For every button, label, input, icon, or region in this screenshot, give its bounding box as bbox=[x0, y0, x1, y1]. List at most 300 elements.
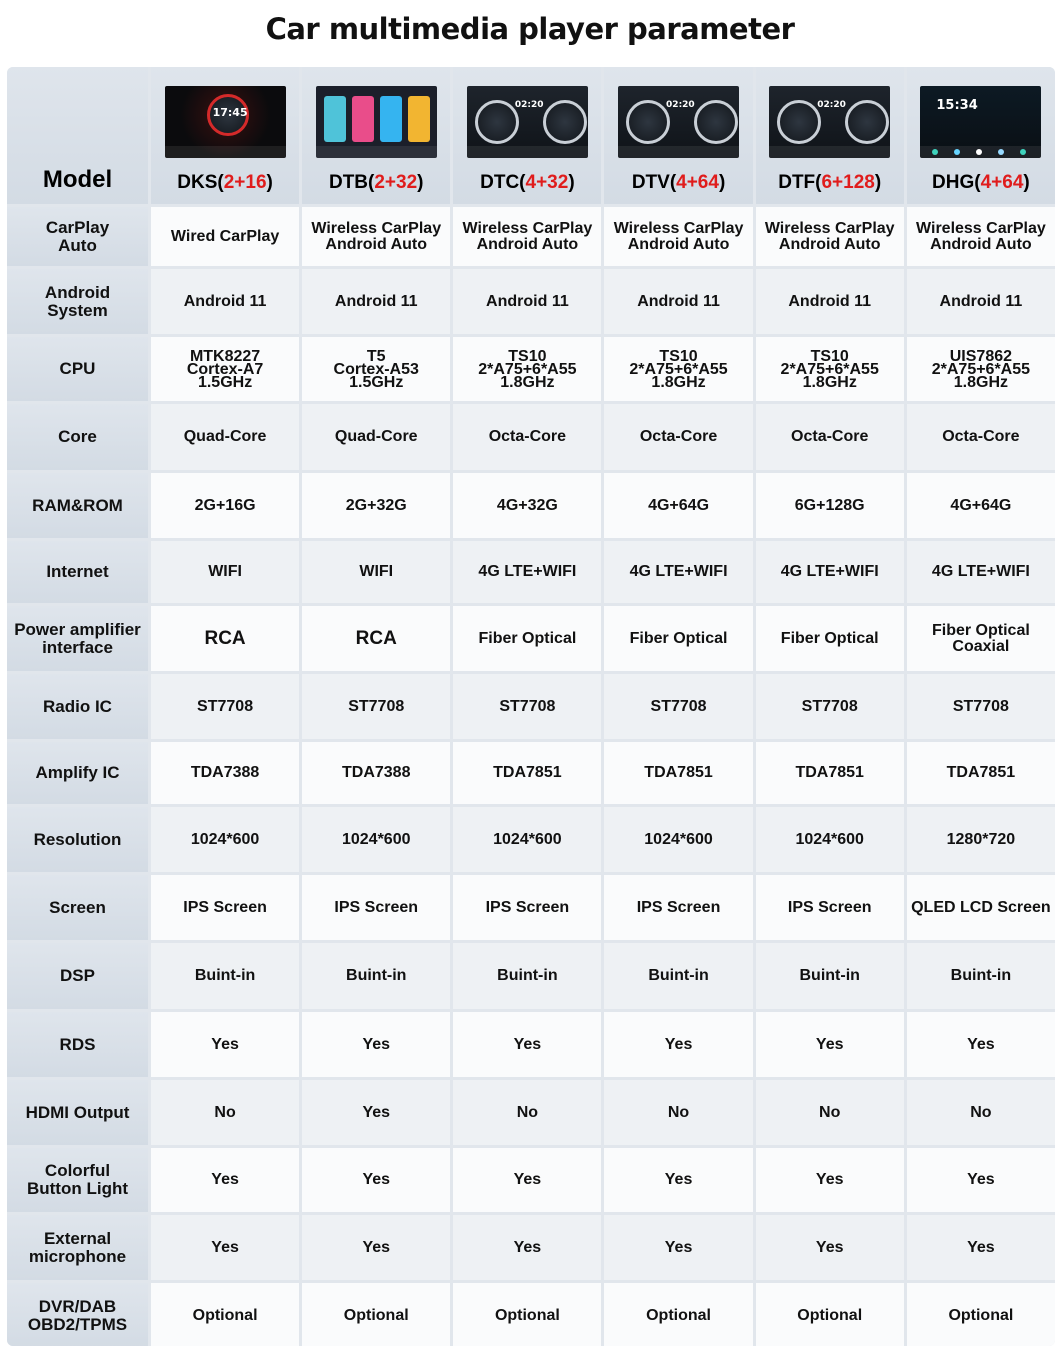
spec-value-line: Yes bbox=[513, 1238, 542, 1256]
spec-value-line: Yes bbox=[211, 1238, 239, 1256]
spec-row bbox=[7, 541, 1055, 603]
spec-label bbox=[7, 807, 148, 872]
model-header: Model bbox=[7, 67, 148, 204]
spec-value-line: ST7708 bbox=[650, 697, 707, 715]
spec-value-line: Yes bbox=[362, 1238, 391, 1256]
spec-label bbox=[7, 269, 148, 334]
spec-value bbox=[756, 207, 904, 266]
spec-label-line: Radio IC bbox=[43, 696, 112, 716]
spec-label-line: CarPlay bbox=[45, 217, 110, 237]
spec-label-line: OBD2/TPMS bbox=[27, 1314, 128, 1334]
spec-value bbox=[604, 606, 752, 671]
spec-value bbox=[453, 1012, 601, 1077]
product-model-suffix: ) bbox=[568, 172, 575, 193]
spec-value bbox=[453, 674, 601, 739]
spec-value bbox=[302, 541, 450, 603]
spec-value bbox=[907, 606, 1055, 671]
spec-value-line: Yes bbox=[664, 1238, 693, 1256]
spec-value-line: Quad-Core bbox=[334, 428, 418, 445]
spec-value-line: Android Auto bbox=[930, 235, 1032, 253]
page-title: Car multimedia player parameter bbox=[265, 12, 795, 46]
spec-value-line: TDA7851 bbox=[644, 764, 713, 781]
spec-value bbox=[453, 1283, 601, 1346]
product-screen-image bbox=[165, 86, 286, 158]
spec-value-line: Yes bbox=[967, 1171, 995, 1188]
spec-value bbox=[302, 1215, 450, 1280]
spec-label bbox=[7, 943, 148, 1009]
spec-value bbox=[453, 742, 601, 804]
spec-value-line: Buint-in bbox=[799, 967, 860, 984]
spec-value-line: 1024*600 bbox=[644, 830, 713, 848]
spec-value-line: 1.8GHz bbox=[500, 373, 555, 391]
spec-row bbox=[7, 875, 1055, 940]
spec-value-line: 2*A75+6*A55 bbox=[629, 360, 728, 378]
spec-value-line: ST7708 bbox=[801, 697, 858, 715]
spec-row bbox=[7, 742, 1055, 804]
spec-value-line: Octa-Core bbox=[488, 428, 567, 445]
music-gauge-icon bbox=[845, 100, 889, 144]
spec-value bbox=[907, 1080, 1055, 1145]
screen-dock bbox=[165, 146, 286, 158]
spec-value bbox=[907, 1215, 1055, 1280]
app-tile bbox=[324, 96, 346, 142]
spec-value bbox=[302, 674, 450, 739]
app-tile bbox=[380, 96, 402, 142]
product-memory-config: 2+16 bbox=[223, 172, 267, 193]
spec-value-line: Fiber Optical bbox=[931, 621, 1030, 639]
spec-value-line: 1280*720 bbox=[946, 830, 1016, 848]
spec-value-line: RCA bbox=[204, 627, 246, 649]
spec-value-line: Yes bbox=[362, 1171, 391, 1188]
spec-value-line: IPS Screen bbox=[636, 898, 721, 916]
spec-label bbox=[7, 742, 148, 804]
spec-label-line: Auto bbox=[58, 235, 97, 255]
spec-row bbox=[7, 674, 1055, 739]
spec-value bbox=[302, 404, 450, 470]
spec-value-line: QLED LCD Screen bbox=[911, 898, 1051, 916]
spec-value-line: No bbox=[819, 1103, 841, 1121]
spec-value-line: Yes bbox=[211, 1035, 239, 1053]
spec-value bbox=[151, 207, 299, 266]
spec-value bbox=[151, 1148, 299, 1212]
spec-value-line: IPS Screen bbox=[183, 898, 267, 916]
speed-gauge-icon bbox=[626, 100, 670, 144]
spec-table-body bbox=[7, 207, 1055, 1346]
spec-value-line: Optional bbox=[797, 1306, 863, 1324]
spec-value-line: ST7708 bbox=[348, 697, 405, 715]
spec-value bbox=[604, 674, 752, 739]
spec-value-line: 2*A75+6*A55 bbox=[780, 360, 879, 378]
spec-value-line: TS10 bbox=[508, 347, 547, 365]
spec-label-line: Button Light bbox=[26, 1179, 128, 1198]
product-model-suffix: ) bbox=[1023, 172, 1030, 193]
spec-value-line: 1.5GHz bbox=[197, 373, 253, 391]
spec-value-line: WIFI bbox=[208, 563, 242, 580]
product-memory-config: 4+32 bbox=[525, 172, 569, 193]
spec-value-line: Yes bbox=[967, 1238, 995, 1256]
spec-value-line: 1024*600 bbox=[795, 830, 864, 848]
spec-value bbox=[151, 269, 299, 334]
spec-label bbox=[7, 606, 148, 671]
spec-value-line: No bbox=[516, 1103, 539, 1121]
spec-value-line: 4G+32G bbox=[496, 496, 558, 514]
product-name bbox=[604, 172, 752, 194]
spec-label-line: Power amplifier bbox=[14, 619, 141, 639]
spec-value-line: Buint-in bbox=[194, 967, 256, 984]
spec-value bbox=[756, 1283, 904, 1346]
spec-value bbox=[302, 207, 450, 266]
spec-value bbox=[453, 875, 601, 940]
spec-value bbox=[604, 1012, 752, 1077]
spec-label-line: Resolution bbox=[33, 829, 122, 849]
spec-value bbox=[907, 473, 1055, 538]
spec-value-line: Optional bbox=[343, 1306, 409, 1324]
spec-row bbox=[7, 943, 1055, 1009]
app-tile bbox=[352, 96, 374, 142]
product-model-suffix: ) bbox=[417, 172, 424, 193]
spec-value-line: Coaxial bbox=[952, 637, 1010, 655]
spec-value bbox=[756, 742, 904, 804]
spec-value-line: 2G+32G bbox=[345, 496, 407, 514]
spec-row bbox=[7, 404, 1055, 470]
spec-value-line: Octa-Core bbox=[791, 428, 869, 445]
screen-clock: 02:20 bbox=[817, 100, 846, 110]
product-memory-config: 6+128 bbox=[821, 172, 875, 193]
spec-value bbox=[756, 1215, 904, 1280]
spec-value-line: No bbox=[214, 1103, 236, 1121]
spec-value bbox=[302, 606, 450, 671]
spec-row bbox=[7, 807, 1055, 872]
spec-label bbox=[7, 404, 148, 470]
spec-value bbox=[907, 269, 1055, 334]
screen-clock: 15:34 bbox=[936, 98, 978, 113]
spec-value-line: Yes bbox=[664, 1171, 693, 1188]
product-header bbox=[604, 67, 752, 204]
spec-value-line: TDA7388 bbox=[190, 764, 260, 781]
spec-value-line: TS10 bbox=[659, 347, 698, 365]
spec-label-line: RDS bbox=[59, 1034, 96, 1054]
spec-row bbox=[7, 1148, 1055, 1212]
product-name bbox=[453, 172, 601, 194]
product-screen-image bbox=[467, 86, 588, 158]
spec-value bbox=[907, 807, 1055, 872]
screen-clock: 17:45 bbox=[212, 106, 248, 119]
spec-value-line: TDA7851 bbox=[493, 764, 562, 781]
spec-value-line: T5 bbox=[366, 347, 386, 365]
spec-value bbox=[756, 337, 904, 401]
spec-value bbox=[453, 1148, 601, 1212]
spec-value-line: 4G LTE+WIFI bbox=[780, 563, 879, 580]
spec-value bbox=[302, 337, 450, 401]
spec-value bbox=[453, 943, 601, 1009]
spec-value-line: 1024*600 bbox=[190, 830, 260, 848]
spec-value bbox=[151, 337, 299, 401]
spec-value bbox=[604, 541, 752, 603]
spec-value-line: Wireless CarPlay bbox=[462, 219, 593, 237]
spec-row bbox=[7, 269, 1055, 334]
spec-label bbox=[7, 1215, 148, 1280]
spec-label-line: CPU bbox=[59, 359, 96, 378]
spec-label bbox=[7, 337, 148, 401]
product-memory-config: 2+32 bbox=[374, 172, 418, 193]
spec-label bbox=[7, 875, 148, 940]
spec-value-line: 2*A75+6*A55 bbox=[478, 360, 577, 378]
spec-value-line: Android Auto bbox=[778, 235, 881, 253]
spec-value-line: Buint-in bbox=[497, 967, 558, 984]
spec-value bbox=[604, 943, 752, 1009]
spec-value bbox=[907, 1012, 1055, 1077]
product-header bbox=[756, 67, 904, 204]
spec-value bbox=[756, 1012, 904, 1077]
spec-row bbox=[7, 337, 1055, 401]
spec-value bbox=[302, 943, 450, 1009]
spec-value bbox=[756, 1080, 904, 1145]
product-model: DKS( bbox=[177, 172, 224, 193]
spec-value bbox=[756, 943, 904, 1009]
spec-value-line: 2G+16G bbox=[194, 496, 256, 514]
spec-value-line: Yes bbox=[211, 1171, 239, 1188]
spec-value bbox=[907, 674, 1055, 739]
spec-value bbox=[756, 1148, 904, 1212]
spec-value bbox=[756, 807, 904, 872]
spec-value-line: Wireless CarPlay bbox=[613, 219, 744, 237]
spec-value-line: Android 11 bbox=[939, 292, 1023, 310]
spec-value-line: Buint-in bbox=[648, 967, 709, 984]
spec-table-container bbox=[7, 67, 1055, 1346]
spec-value bbox=[907, 541, 1055, 603]
spec-value bbox=[604, 807, 752, 872]
product-model: DTV( bbox=[631, 172, 677, 193]
spec-row bbox=[7, 1080, 1055, 1145]
spec-label-line: External bbox=[43, 1228, 112, 1248]
spec-value bbox=[604, 875, 752, 940]
spec-value bbox=[453, 337, 601, 401]
spec-value-line: 1.8GHz bbox=[651, 373, 706, 391]
spec-value bbox=[604, 1148, 752, 1212]
spec-value bbox=[604, 404, 752, 470]
spec-value-line: Quad-Core bbox=[183, 428, 267, 445]
spec-value-line: Yes bbox=[664, 1035, 693, 1053]
spec-row bbox=[7, 1215, 1055, 1280]
spec-value-line: Optional bbox=[494, 1306, 560, 1324]
spec-value-line: Buint-in bbox=[346, 967, 407, 984]
spec-value bbox=[151, 404, 299, 470]
spec-value-line: Octa-Core bbox=[942, 428, 1020, 445]
speed-gauge-icon bbox=[777, 100, 821, 144]
spec-value bbox=[907, 207, 1055, 266]
spec-value-line: Android Auto bbox=[627, 235, 730, 253]
spec-value bbox=[756, 606, 904, 671]
spec-value-line: 2*A75+6*A55 bbox=[931, 360, 1031, 378]
music-gauge-icon bbox=[543, 100, 587, 144]
music-gauge-icon bbox=[694, 100, 738, 144]
spec-value bbox=[756, 269, 904, 334]
spec-value-line: 4G LTE+WIFI bbox=[629, 563, 728, 580]
spec-value-line: ST7708 bbox=[499, 697, 556, 715]
product-screen-image bbox=[769, 86, 890, 158]
product-header bbox=[151, 67, 299, 204]
spec-value bbox=[453, 541, 601, 603]
spec-label bbox=[7, 1283, 148, 1346]
product-model-suffix: ) bbox=[718, 172, 726, 193]
spec-value bbox=[151, 674, 299, 739]
product-memory-config: 4+64 bbox=[676, 172, 719, 193]
spec-value bbox=[453, 269, 601, 334]
spec-row bbox=[7, 1283, 1055, 1346]
spec-value-line: WIFI bbox=[359, 563, 394, 580]
spec-label-line: interface bbox=[42, 637, 113, 657]
product-name bbox=[756, 172, 904, 194]
spec-value-line: Wired CarPlay bbox=[170, 227, 280, 245]
product-model: DTC( bbox=[480, 172, 526, 193]
spec-value bbox=[302, 807, 450, 872]
app-tile bbox=[408, 96, 430, 142]
spec-value bbox=[604, 207, 752, 266]
spec-value-line: TDA7851 bbox=[946, 764, 1016, 781]
product-header bbox=[302, 67, 450, 204]
spec-label-line: HDMI Output bbox=[25, 1102, 130, 1122]
spec-row bbox=[7, 1012, 1055, 1077]
spec-value bbox=[907, 742, 1055, 804]
spec-value bbox=[907, 943, 1055, 1009]
spec-value bbox=[604, 742, 752, 804]
spec-value-line: 4G LTE+WIFI bbox=[931, 563, 1030, 580]
spec-value-line: TDA7388 bbox=[341, 764, 411, 781]
spec-value-line: UIS7862 bbox=[949, 347, 1013, 365]
product-screen-image bbox=[316, 86, 437, 158]
spec-value bbox=[453, 207, 601, 266]
screen-dock bbox=[769, 146, 890, 158]
spec-label bbox=[7, 1080, 148, 1145]
spec-value bbox=[151, 606, 299, 671]
screen-dock bbox=[920, 146, 1041, 158]
spec-value bbox=[756, 674, 904, 739]
spec-value bbox=[604, 1215, 752, 1280]
spec-value-line: Fiber Optical bbox=[780, 629, 879, 647]
spec-value bbox=[756, 541, 904, 603]
spec-label-line: microphone bbox=[28, 1246, 127, 1266]
spec-value-line: 4G LTE+WIFI bbox=[478, 563, 577, 580]
speed-gauge-icon bbox=[475, 100, 519, 144]
spec-value-line: 4G+64G bbox=[950, 496, 1012, 514]
spec-value bbox=[151, 875, 299, 940]
screen-dock bbox=[618, 146, 739, 158]
spec-value bbox=[151, 1080, 299, 1145]
header-row bbox=[7, 67, 1055, 204]
spec-value bbox=[604, 1283, 752, 1346]
spec-label-line: DVR/DAB bbox=[38, 1296, 117, 1316]
spec-label-line: Android bbox=[44, 282, 111, 302]
spec-value-line: 1.5GHz bbox=[349, 373, 404, 391]
screen-clock: 02:20 bbox=[666, 100, 695, 110]
spec-label bbox=[7, 541, 148, 603]
spec-value bbox=[453, 606, 601, 671]
spec-value bbox=[151, 807, 299, 872]
spec-value-line: 4G+64G bbox=[648, 496, 710, 514]
spec-value bbox=[302, 1080, 450, 1145]
spec-label-line: DSP bbox=[60, 966, 95, 985]
product-model-suffix: ) bbox=[874, 172, 882, 193]
spec-table bbox=[7, 67, 1055, 1346]
spec-value-line: Yes bbox=[815, 1171, 844, 1188]
spec-value-line: Yes bbox=[362, 1103, 391, 1121]
spec-value-line: Wireless CarPlay bbox=[764, 219, 895, 237]
spec-label-line: Colorful bbox=[44, 1161, 111, 1180]
spec-value bbox=[907, 875, 1055, 940]
spec-label-line: Core bbox=[58, 427, 97, 446]
spec-label-line: Screen bbox=[49, 897, 106, 917]
spec-value-line: Wireless CarPlay bbox=[311, 219, 442, 237]
spec-label bbox=[7, 674, 148, 739]
spec-value bbox=[453, 1080, 601, 1145]
spec-value bbox=[907, 404, 1055, 470]
spec-value-line: No bbox=[970, 1103, 992, 1121]
spec-value bbox=[907, 1283, 1055, 1346]
spec-value bbox=[453, 1215, 601, 1280]
spec-value-line: Android Auto bbox=[476, 235, 579, 253]
product-model: DTF( bbox=[778, 172, 822, 193]
spec-value-line: Yes bbox=[513, 1035, 542, 1053]
spec-value-line: Android 11 bbox=[637, 292, 720, 310]
spec-value-line: Yes bbox=[967, 1035, 995, 1053]
spec-value bbox=[151, 541, 299, 603]
spec-value bbox=[756, 404, 904, 470]
spec-value bbox=[151, 1012, 299, 1077]
spec-value-line: Android 11 bbox=[788, 292, 872, 310]
spec-row bbox=[7, 473, 1055, 538]
spec-label-line: Internet bbox=[46, 562, 109, 581]
spec-value bbox=[604, 269, 752, 334]
spec-value-line: 1024*600 bbox=[493, 830, 562, 848]
spec-label bbox=[7, 473, 148, 538]
product-name bbox=[907, 172, 1055, 194]
spec-value-line: MTK8227 bbox=[189, 347, 261, 365]
spec-value bbox=[302, 1148, 450, 1212]
screen-dock bbox=[467, 146, 588, 158]
spec-value-line: Optional bbox=[646, 1306, 711, 1324]
spec-value-line: Wireless CarPlay bbox=[916, 219, 1046, 237]
spec-value bbox=[302, 875, 450, 940]
spec-value bbox=[151, 1215, 299, 1280]
spec-value-line: Yes bbox=[815, 1035, 844, 1053]
spec-value-line: Yes bbox=[362, 1035, 391, 1053]
spec-value bbox=[151, 1283, 299, 1346]
spec-value-line: ST7708 bbox=[952, 697, 1009, 715]
spec-value-line: Cortex-A53 bbox=[333, 360, 419, 378]
spec-label bbox=[7, 1148, 148, 1212]
spec-value-line: Android Auto bbox=[325, 235, 428, 253]
spec-value-line: Octa-Core bbox=[639, 428, 718, 445]
spec-label bbox=[7, 207, 148, 266]
spec-value-line: Fiber Optical bbox=[478, 629, 577, 647]
spec-value-line: ST7708 bbox=[197, 697, 254, 715]
spec-value-line: IPS Screen bbox=[485, 898, 570, 916]
product-header bbox=[453, 67, 601, 204]
spec-value bbox=[453, 807, 601, 872]
spec-value bbox=[302, 1012, 450, 1077]
spec-value-line: Optional bbox=[192, 1306, 258, 1324]
product-screen-image bbox=[920, 86, 1041, 158]
spec-label-line: Amplify IC bbox=[35, 763, 120, 782]
spec-value bbox=[151, 473, 299, 538]
spec-value-line: Android 11 bbox=[486, 292, 569, 310]
spec-value bbox=[907, 1148, 1055, 1212]
spec-value-line: 1.8GHz bbox=[953, 373, 1009, 391]
spec-value-line: RCA bbox=[355, 627, 397, 649]
spec-value-line: 1.8GHz bbox=[802, 373, 857, 391]
screen-clock: 02:20 bbox=[514, 100, 544, 110]
spec-value bbox=[907, 337, 1055, 401]
